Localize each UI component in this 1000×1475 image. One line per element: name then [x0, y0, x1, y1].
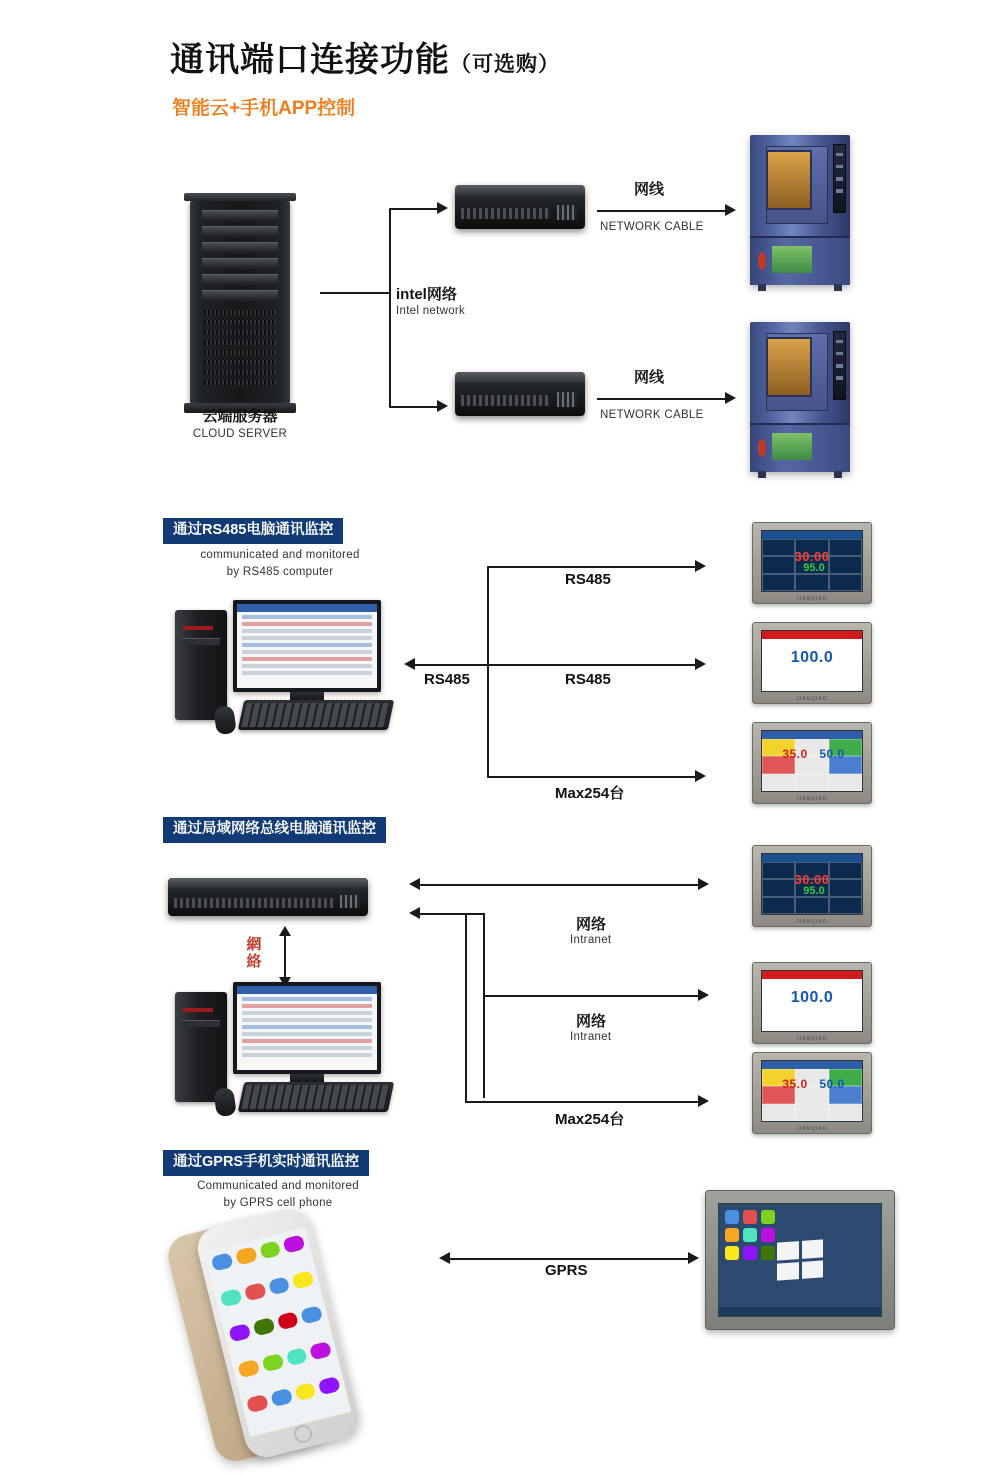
rs485-label-mid-left: RS485: [424, 671, 470, 688]
network-switch-icon: [168, 878, 368, 916]
rs485-sub-en-2: by RS485 computer: [226, 566, 334, 578]
section-heading-lan: 通过局域网络总线电脑通讯监控: [163, 817, 386, 843]
hmi-brand: JIANQIAO: [796, 1126, 828, 1132]
hmi-readout-bottom: 95.0: [803, 562, 825, 575]
lan-arrow-top-right: [698, 878, 709, 890]
lan-label-low-en: Intranet: [570, 1031, 612, 1043]
hmi-touch-panel-icon: [752, 722, 872, 804]
network-cable-arrow-bottom: [725, 392, 736, 404]
trunk-line: [320, 292, 390, 294]
lan-vertical-line: [284, 934, 286, 978]
lan-bus-vertical-2: [465, 913, 467, 1103]
hmi-readout-left: 35.0: [782, 746, 808, 761]
network-cable-label-bottom-cn: 网线: [634, 369, 665, 386]
hmi-readout-bottom: 95.0: [803, 885, 825, 898]
lan-vertical-label: 網絡: [246, 936, 262, 970]
hmi-brand: JIANQIAO: [796, 1036, 828, 1042]
gprs-arrow-left: [439, 1252, 450, 1264]
test-chamber-icon: [750, 135, 850, 285]
rs485-line-bottom: [487, 776, 697, 778]
hmi-brand: JIANQIAO: [796, 696, 828, 702]
gprs-arrow-right: [688, 1252, 699, 1264]
lan-arrow-second-left: [409, 907, 420, 919]
network-cable-line-top: [597, 210, 727, 212]
branch-top-arrow: [437, 202, 448, 214]
branch-vertical-line: [389, 208, 391, 408]
lan-arrow-mid: [698, 989, 709, 1001]
lan-arrow-bottom: [698, 1095, 709, 1107]
lan-label-mid-en: Intranet: [570, 934, 612, 946]
intel-network-label-cn: intel网络: [396, 286, 457, 303]
lan-arrow-top-left: [409, 878, 420, 890]
page-title-text: 通讯端口连接功能: [170, 41, 450, 79]
hmi-touch-panel-icon: [752, 522, 872, 604]
cloud-server-label-en: CLOUD SERVER: [192, 428, 288, 440]
network-cable-label-top-cn: 网线: [634, 181, 665, 198]
rs485-arrow-to-pc: [404, 658, 415, 670]
rs485-bus-vertical: [487, 566, 489, 778]
rs485-arrow-top: [695, 560, 706, 572]
hmi-touch-panel-icon: [752, 622, 872, 704]
page-title: [170, 32, 560, 81]
windows-logo-icon: [777, 1239, 823, 1280]
test-chamber-icon: [750, 322, 850, 472]
network-cable-line-bottom: [597, 398, 727, 400]
rs485-line-top: [487, 566, 697, 568]
rs485-arrow-mid: [695, 658, 706, 670]
hmi-readout-left: 35.0: [782, 1076, 808, 1091]
windows-panel-icon: [705, 1190, 895, 1330]
hmi-readout-value: 100.0: [790, 989, 834, 1006]
lan-line-bottom: [465, 1101, 700, 1103]
lan-line-top: [420, 884, 700, 886]
rs485-label-bottom: Max254台: [555, 785, 625, 802]
gprs-line: [450, 1258, 690, 1260]
desktop-computer-icon: [175, 982, 405, 1122]
network-cable-arrow-top: [725, 204, 736, 216]
lan-label-low-cn: 网络: [576, 1013, 607, 1030]
lan-label-mid-cn: 网络: [576, 916, 607, 933]
branch-bottom-arrow: [437, 400, 448, 412]
intel-network-label-en: Intel network: [396, 305, 466, 317]
hmi-readout-top: 30.00: [794, 872, 830, 887]
section-heading-rs485: 通过RS485电脑通讯监控: [163, 518, 343, 544]
branch-top-line: [389, 208, 439, 210]
hmi-touch-panel-icon: [752, 1052, 872, 1134]
rs485-label-top: RS485: [565, 571, 611, 588]
network-cable-label-bottom-en: NETWORK CABLE: [600, 409, 704, 421]
rs485-line-to-pc: [415, 664, 489, 666]
rs485-sub-en-1: communicated and monitored: [200, 549, 360, 561]
page-subtitle: 智能云+手机APP控制: [172, 98, 356, 119]
network-cable-label-top-en: NETWORK CABLE: [600, 221, 704, 233]
hmi-brand: JIANQIAO: [796, 596, 828, 602]
network-switch-icon: [455, 185, 585, 229]
hmi-touch-panel-icon: [752, 845, 872, 927]
hmi-readout-right: 50.0: [819, 746, 845, 761]
page-title-optional: （可选购）: [450, 53, 560, 76]
lan-line-mid: [483, 995, 700, 997]
cloud-server-label-cn: 云端服务器: [202, 408, 278, 425]
rs485-line-mid: [487, 664, 697, 666]
hmi-brand: JIANQIAO: [796, 919, 828, 925]
hmi-readout-value: 100.0: [790, 649, 834, 666]
network-switch-icon: [455, 372, 585, 416]
hmi-readout-right: 50.0: [819, 1076, 845, 1091]
smartphone-icon: [190, 1205, 340, 1475]
branch-bottom-line: [389, 406, 439, 408]
hmi-readout-top: 30.00: [794, 549, 830, 564]
lan-label-bottom: Max254台: [555, 1111, 625, 1128]
lan-bus-vertical-1: [483, 913, 485, 1098]
gprs-sub-en-2: by GPRS cell phone: [223, 1197, 333, 1209]
rs485-arrow-bottom: [695, 770, 706, 782]
gprs-sub-en-1: Communicated and monitored: [197, 1180, 359, 1192]
section-heading-gprs: 通过GPRS手机实时通讯监控: [163, 1150, 369, 1176]
hmi-touch-panel-icon: [752, 962, 872, 1044]
gprs-label: GPRS: [545, 1262, 588, 1279]
lan-line-second: [420, 913, 485, 915]
desktop-computer-icon: [175, 600, 405, 740]
rs485-label-mid-right: RS485: [565, 671, 611, 688]
server-rack-icon: [190, 200, 290, 405]
hmi-brand: JIANQIAO: [796, 796, 828, 802]
